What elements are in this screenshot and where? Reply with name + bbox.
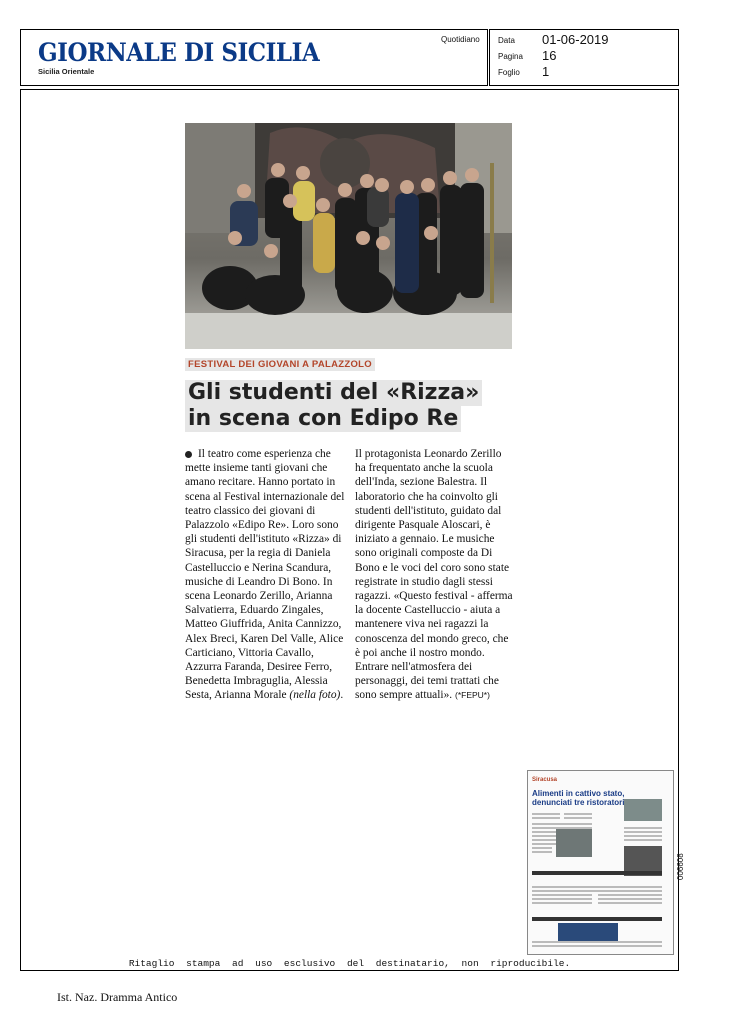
archive-code: 006608 — [676, 853, 685, 880]
date-label: Data — [498, 36, 515, 45]
newspaper-logo: GIORNALE DI SICILIA — [38, 38, 320, 67]
headline-line-1: Gli studenti del «Rizza» — [185, 380, 482, 406]
column-1-text: Il teatro come esperienza che mette insieme tanti giovani che amano recitare. Hanno portato in scena al Festival internazionale del teatro classico dei giovani di Palazzolo «Edipo Re». Loro sono gli studenti dell'istituto «Rizza» di Siracusa, per la regia di Daniela Castelluccio e Nerina Scandura, musiche di Leandro Di Bono. In scena Leonardo Zerillo, Arianna Salvatierra, Eduardo Zingales, Matteo Giuffrida, Anita Cannizzo, Alex Breci, Karen Del Valle, Alice Carticiano, Vittoria Cavallo, Azzurra Faranda, Desiree Ferro, Benedetta Imbraguglia, Alessia Sesta, Arianna Morale — [185, 448, 345, 702]
page-thumbnail — [527, 770, 674, 955]
date-value: 01-06-2019 — [542, 32, 609, 47]
group-photo — [185, 123, 512, 349]
article-column-2 — [355, 447, 515, 703]
thumbnail-headline: Alimenti in cattivo stato, denunciati tre ristoratori — [532, 789, 625, 807]
sheet-label: Foglio — [498, 68, 520, 77]
page-value: 16 — [542, 48, 557, 63]
bullet-icon — [185, 451, 192, 458]
author-signature: (*FEPU*) — [454, 690, 490, 701]
photo-reference: (nella foto) — [289, 689, 341, 702]
thumbnail-layout-graphic — [528, 771, 673, 954]
client-label: Ist. Naz. Dramma Antico — [57, 990, 178, 1004]
article-headline — [185, 380, 482, 432]
sheet-value: 1 — [542, 64, 550, 79]
headline-line-2: in scena con Edipo Re — [185, 406, 461, 432]
column-2-text: Il protagonista Leonardo Zerillo ha frequentato anche la scuola dell'Inda, sezione Balestra. Il laboratorio che ha coinvolto gli studenti dell'istituto, guidato dal dirigente Pasquale Aloscari, è iniziato a gennaio. Le musiche sono originali composte da Di Bono e le voci del coro sono state registrate in studio dagli stessi ragazzi. «Questo festival - afferma la docente Castelluccio - aiuta a mantenere viva nei ragazzi la conoscenza del mondo greco, che è poi anche il nostro mondo. Entrare nell'atmosfera dei personaggi, dei temi trattati che sono sempre attuali». — [355, 448, 513, 702]
column-1-end: . — [340, 689, 344, 702]
frequency-label: Quotidiano — [441, 35, 480, 44]
thumbnail-section: Siracusa — [532, 777, 558, 783]
edition-label: Sicilia Orientale — [38, 67, 95, 76]
reproduction-notice: Ritaglio stampa ad uso esclusivo del destinatario, non riproducibile. — [128, 958, 571, 969]
article-column-1 — [185, 447, 345, 703]
page-label: Pagina — [498, 52, 523, 61]
article-kicker: FESTIVAL DEI GIOVANI A PALAZZOLO — [185, 358, 375, 371]
